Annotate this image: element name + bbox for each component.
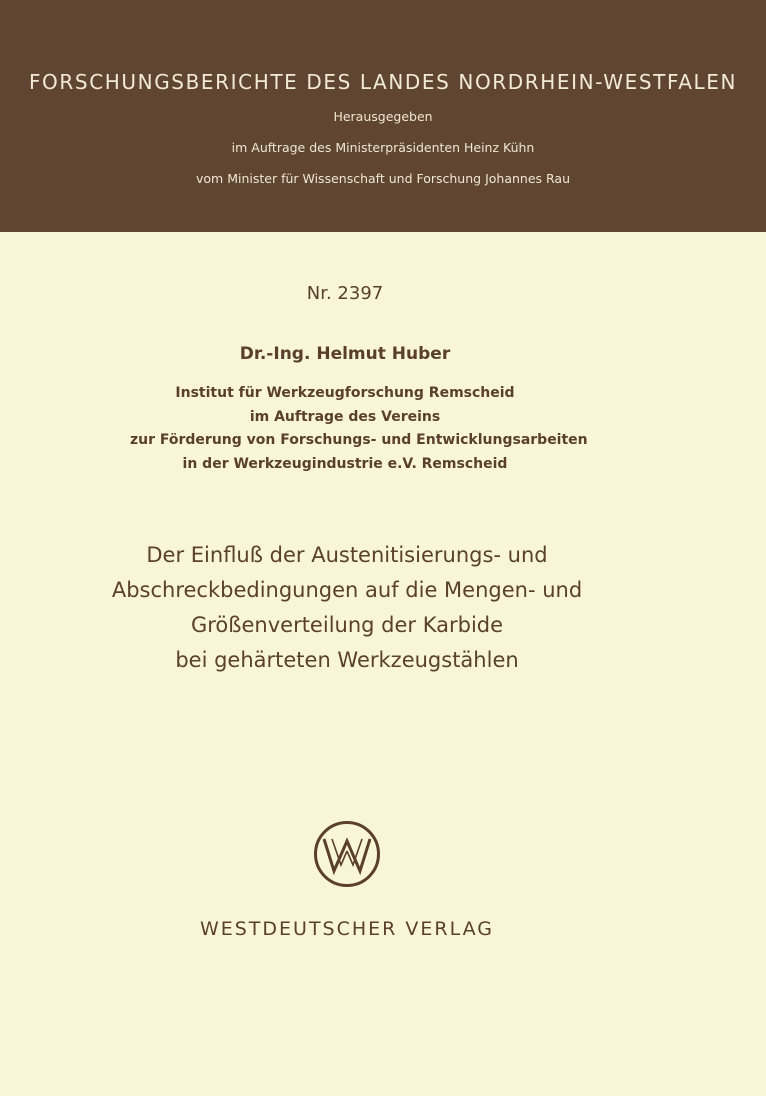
institute-line: im Auftrage des Vereins — [249, 408, 441, 425]
title-line: bei gehärteten Werkzeugstählen — [175, 648, 519, 672]
title-line: Der Einfluß der Austenitisierungs- und — [146, 543, 548, 567]
publisher-name: WESTDEUTSCHER VERLAG — [199, 918, 495, 940]
editor-note: Herausgegeben — [333, 109, 433, 124]
series-banner — [0, 0, 766, 232]
minister-line: vom Minister für Wissenschaft und Forschung Johannes Rau — [196, 171, 570, 186]
series-title: FORSCHUNGSBERICHTE DES LANDES NORDRHEIN-WESTFALEN — [28, 70, 738, 94]
report-number: Nr. 2397 — [306, 283, 384, 304]
institute-line: Institut für Werkzeugforschung Remscheid — [175, 385, 515, 401]
commission-line: im Auftrage des Ministerpräsidenten Heinz Kühn — [231, 140, 535, 155]
institute-block — [130, 382, 588, 476]
wv-monogram-logo — [312, 819, 382, 889]
institute-line: zur Förderung von Forschungs- und Entwicklungsarbeiten — [130, 432, 588, 448]
book-title — [60, 538, 634, 678]
author-name: Dr.-Ing. Helmut Huber — [239, 344, 451, 364]
title-line: Abschreckbedingungen auf die Mengen- und — [111, 578, 583, 602]
title-line: Größenverteilung der Karbide — [190, 613, 504, 637]
institute-line: in der Werkzeugindustrie e.V. Remscheid — [182, 455, 508, 472]
